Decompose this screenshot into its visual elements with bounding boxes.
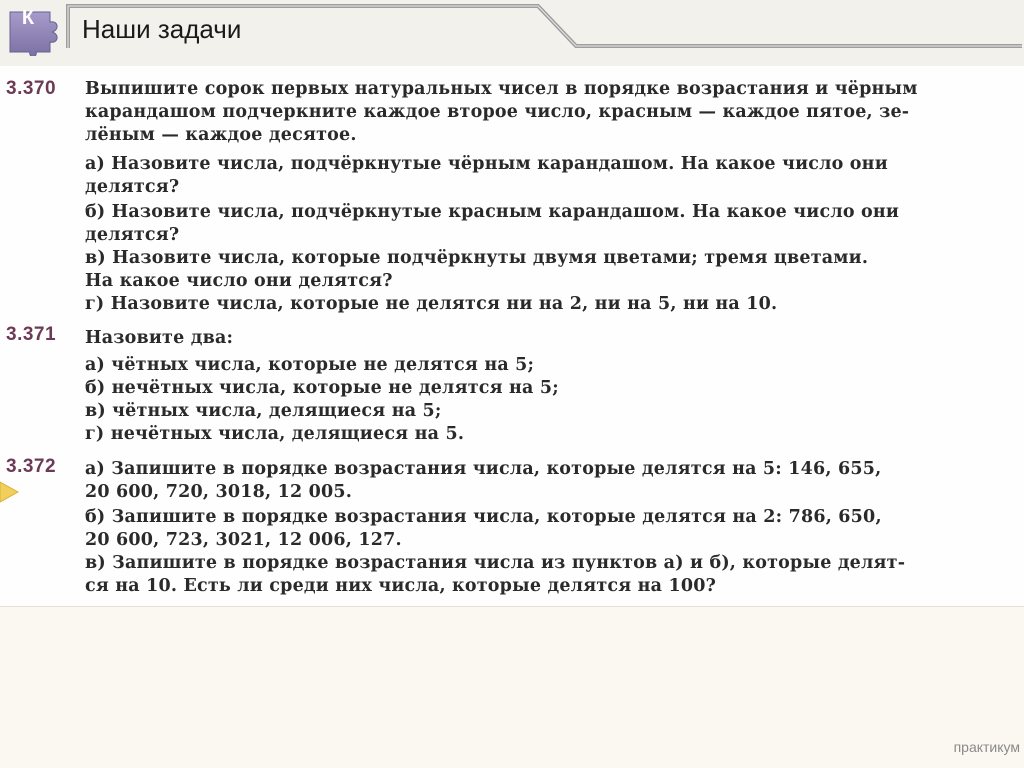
- problem-line: в) Запишите в порядке возрастания числа из пунктов а) и б), которые делят-: [85, 553, 906, 573]
- problem-number: 3.371: [6, 324, 57, 345]
- problem-line: б) Запишите в порядке возрастания числа, которые делятся на 2: 786, 650,: [85, 507, 882, 527]
- problem-line: в) чётных числа, делящиеся на 5;: [85, 401, 442, 421]
- page-title: Наши задачи: [82, 14, 242, 44]
- problem-line: лёным — каждое десятое.: [85, 125, 357, 145]
- problem-line: б) Назовите числа, подчёркнутые красным карандашом. На какое число они: [85, 202, 900, 222]
- problem-line: в) Назовите числа, которые подчёркнуты двумя цветами; тремя цветами.: [85, 248, 869, 268]
- problem-line: делятся?: [85, 177, 180, 197]
- problem-line: карандашом подчеркните каждое второе число, красным — каждое пятое, зе-: [85, 102, 910, 122]
- empty-slide-area: [0, 606, 1024, 768]
- problem-line: 20 600, 723, 3021, 12 006, 127.: [85, 530, 402, 550]
- problem-line: Выпишите сорок первых натуральных чисел в порядке возрастания и чёрным: [85, 79, 918, 99]
- footer-label: практикум: [953, 739, 1020, 755]
- exercise-scan: [0, 66, 1024, 606]
- problem-line: а) Назовите числа, подчёркнутые чёрным карандашом. На какое число они: [85, 154, 888, 174]
- problem-line: Назовите два:: [85, 328, 234, 348]
- problem-line: а) чётных числа, которые не делятся на 5;: [85, 355, 535, 375]
- problem-line: а) Запишите в порядке возрастания числа, которые делятся на 5: 146, 655,: [85, 459, 882, 479]
- problem-line: б) нечётных числа, которые не делятся на 5;: [85, 378, 559, 398]
- pencil-marker-icon: [0, 478, 20, 504]
- problem-line: На какое число они делятся?: [85, 271, 393, 291]
- badge-letter: К: [21, 7, 35, 29]
- problem-number: 3.372: [6, 456, 57, 477]
- problem-number: 3.370: [6, 78, 57, 99]
- problem-line: г) нечётных числа, делящиеся на 5.: [85, 424, 465, 444]
- problem-line: делятся?: [85, 225, 180, 245]
- header-bar: [0, 0, 1024, 70]
- problem-line: ся на 10. Есть ли среди них числа, которые делятся на 100?: [85, 576, 717, 596]
- problem-line: г) Назовите числа, которые не делятся ни на 2, ни на 5, ни на 10.: [85, 294, 778, 314]
- problem-line: 20 600, 720, 3018, 12 005.: [85, 482, 353, 502]
